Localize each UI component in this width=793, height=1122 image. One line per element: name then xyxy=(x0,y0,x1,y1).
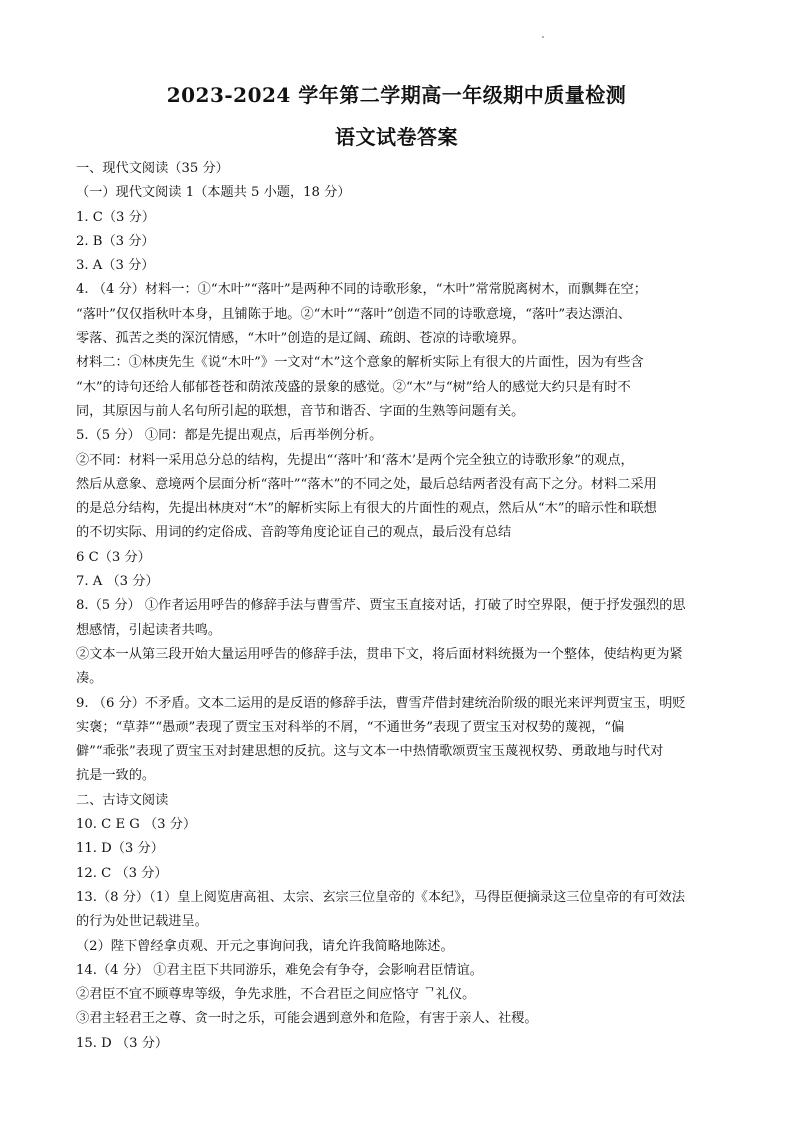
answer-body xyxy=(76,157,726,1056)
answer-line: 抗是一致的。 xyxy=(76,768,156,784)
answer-line: 僻”“乖张”表现了贾宝玉对封建思想的反抗。这与文本一中热情歌颂贾宝玉蔑视权势、勇敢地与时代对 xyxy=(76,744,664,760)
answer-line: 材料二：①林庚先生《说“木叶”》一文对“木”这个意象的解析实际上有很大的片面性，因为有些含 xyxy=(76,355,644,371)
answer-line: 5.（5 分） ①同：都是先提出观点，后再举例分析。 xyxy=(76,428,383,444)
answer-line: 想感情，引起读者共鸣。 xyxy=(76,622,222,638)
answer-line: 13.（8 分）（1）皇上阅览唐高祖、太宗、玄宗三位皇帝的《本纪》，马得臣便摘录这三位皇帝的有可效法 xyxy=(76,889,685,905)
answer-line: 4. （4 分）材料一：①“木叶”“落叶”是两种不同的诗歌形象，“木叶”常常脱离树木，而飘舞在空； xyxy=(76,282,647,298)
answer-line: 同，其原因与前人名句所引起的联想，音节和谐否、字面的生熟等问题有关。 xyxy=(76,403,525,419)
answer-line: 6 C（3 分） xyxy=(76,549,151,565)
answer-line: ③君主轻君王之尊、贪一时之乐，可能会遇到意外和危险，有害于亲人、社稷。 xyxy=(76,1011,538,1027)
answer-line: 一、现代文阅读（35 分） xyxy=(76,161,229,176)
answer-line: （2）陛下曾经拿贞观、开元之事询问我，请允许我简略地陈述。 xyxy=(76,938,454,954)
answer-line: 12. C （3 分） xyxy=(76,865,168,881)
answer-line: 2. B（3 分） xyxy=(76,233,155,249)
answer-line: 二、古诗文阅读 xyxy=(76,792,169,808)
answer-line: 3. A（3 分） xyxy=(76,258,155,274)
answer-line: 7. A （3 分） xyxy=(76,574,159,590)
answer-line: 14.（4 分） ①君主臣下共同游乐，难免会有争夺，会影响君臣情谊。 xyxy=(76,962,483,978)
answer-line: 9. （6 分）不矛盾。文本二运用的是反语的修辞手法，曹雪芹借封建统治阶级的眼光来评判贾宝玉，明贬 xyxy=(76,695,686,711)
answer-line: 11. D（3 分） xyxy=(76,841,164,857)
answer-line: ②不同：材料一采用总分总的结构，先提出“‘落叶’和‘落木’是两个完全独立的诗歌形象”的观点， xyxy=(76,452,634,468)
exam-subtitle: 语文试卷答案 xyxy=(335,125,458,149)
answer-line: “落叶”仅仅指秋叶本身，且铺陈于地。②“木叶”“落叶”创造不同的诗歌意境，“落叶”表达漂泊、 xyxy=(76,306,632,322)
answer-line: ②文本一从第三段开始大量运用呼告的修辞手法，贯串下文，将后面材料统摄为一个整体，使结构更为紧 xyxy=(76,646,683,662)
answer-line: 零落、孤苦之类的深沉情感，“木叶”创造的是辽阔、疏朗、苍凉的诗歌境界。 xyxy=(76,331,525,347)
answer-line: ②君臣不宜不顾尊卑等级，争先求胜，不合君臣之间应恪守 ᄀ礼仪。 xyxy=(76,987,476,1003)
answer-line: 凑。 xyxy=(76,671,103,687)
answer-line: 1. C（3 分） xyxy=(76,209,156,225)
scan-dot xyxy=(542,36,544,38)
answer-line: 实褒；“草莽”“愚顽”表现了贾宝玉对科举的不屑，“不通世务”表现了贾宝玉对权势的蔑视，“偏 xyxy=(76,719,625,735)
answer-line: 10. C E G （3 分） xyxy=(76,817,197,833)
exam-title: 2023-2024 学年第二学期高一年级期中质量检测 xyxy=(166,83,627,107)
answer-line: 8.（5 分） ①作者运用呼告的修辞手法与曹雪芹、贾宝玉直接对话，打破了时空界限，便于抒发强烈的思 xyxy=(76,598,686,614)
answer-line: 然后从意象、意境两个层面分析“落叶”“落木”的不同之处，最后总结两者没有高下之分。材料二采用 xyxy=(76,476,657,492)
answer-line: 的是总分结构，先提出林庚对“木”的解析实际上有很大的片面性的观点，然后从“木”的暗示性和联想 xyxy=(76,501,657,517)
answer-line: 的不切实际、用词的约定俗成、音韵等角度论证自己的观点，最后没有总结 xyxy=(76,525,512,541)
answer-line: “木”的诗句还给人郁郁苍苍和荫浓茂盛的景象的感觉。②“木”与“树”给人的感觉大约只是有时不 xyxy=(76,379,631,395)
answer-line: 的行为处世记载进呈。 xyxy=(76,914,208,930)
answer-line: 15. D （3 分） xyxy=(76,1035,169,1051)
answer-line: （一）现代文阅读 1（本题共 5 小题，18 分） xyxy=(76,185,351,201)
